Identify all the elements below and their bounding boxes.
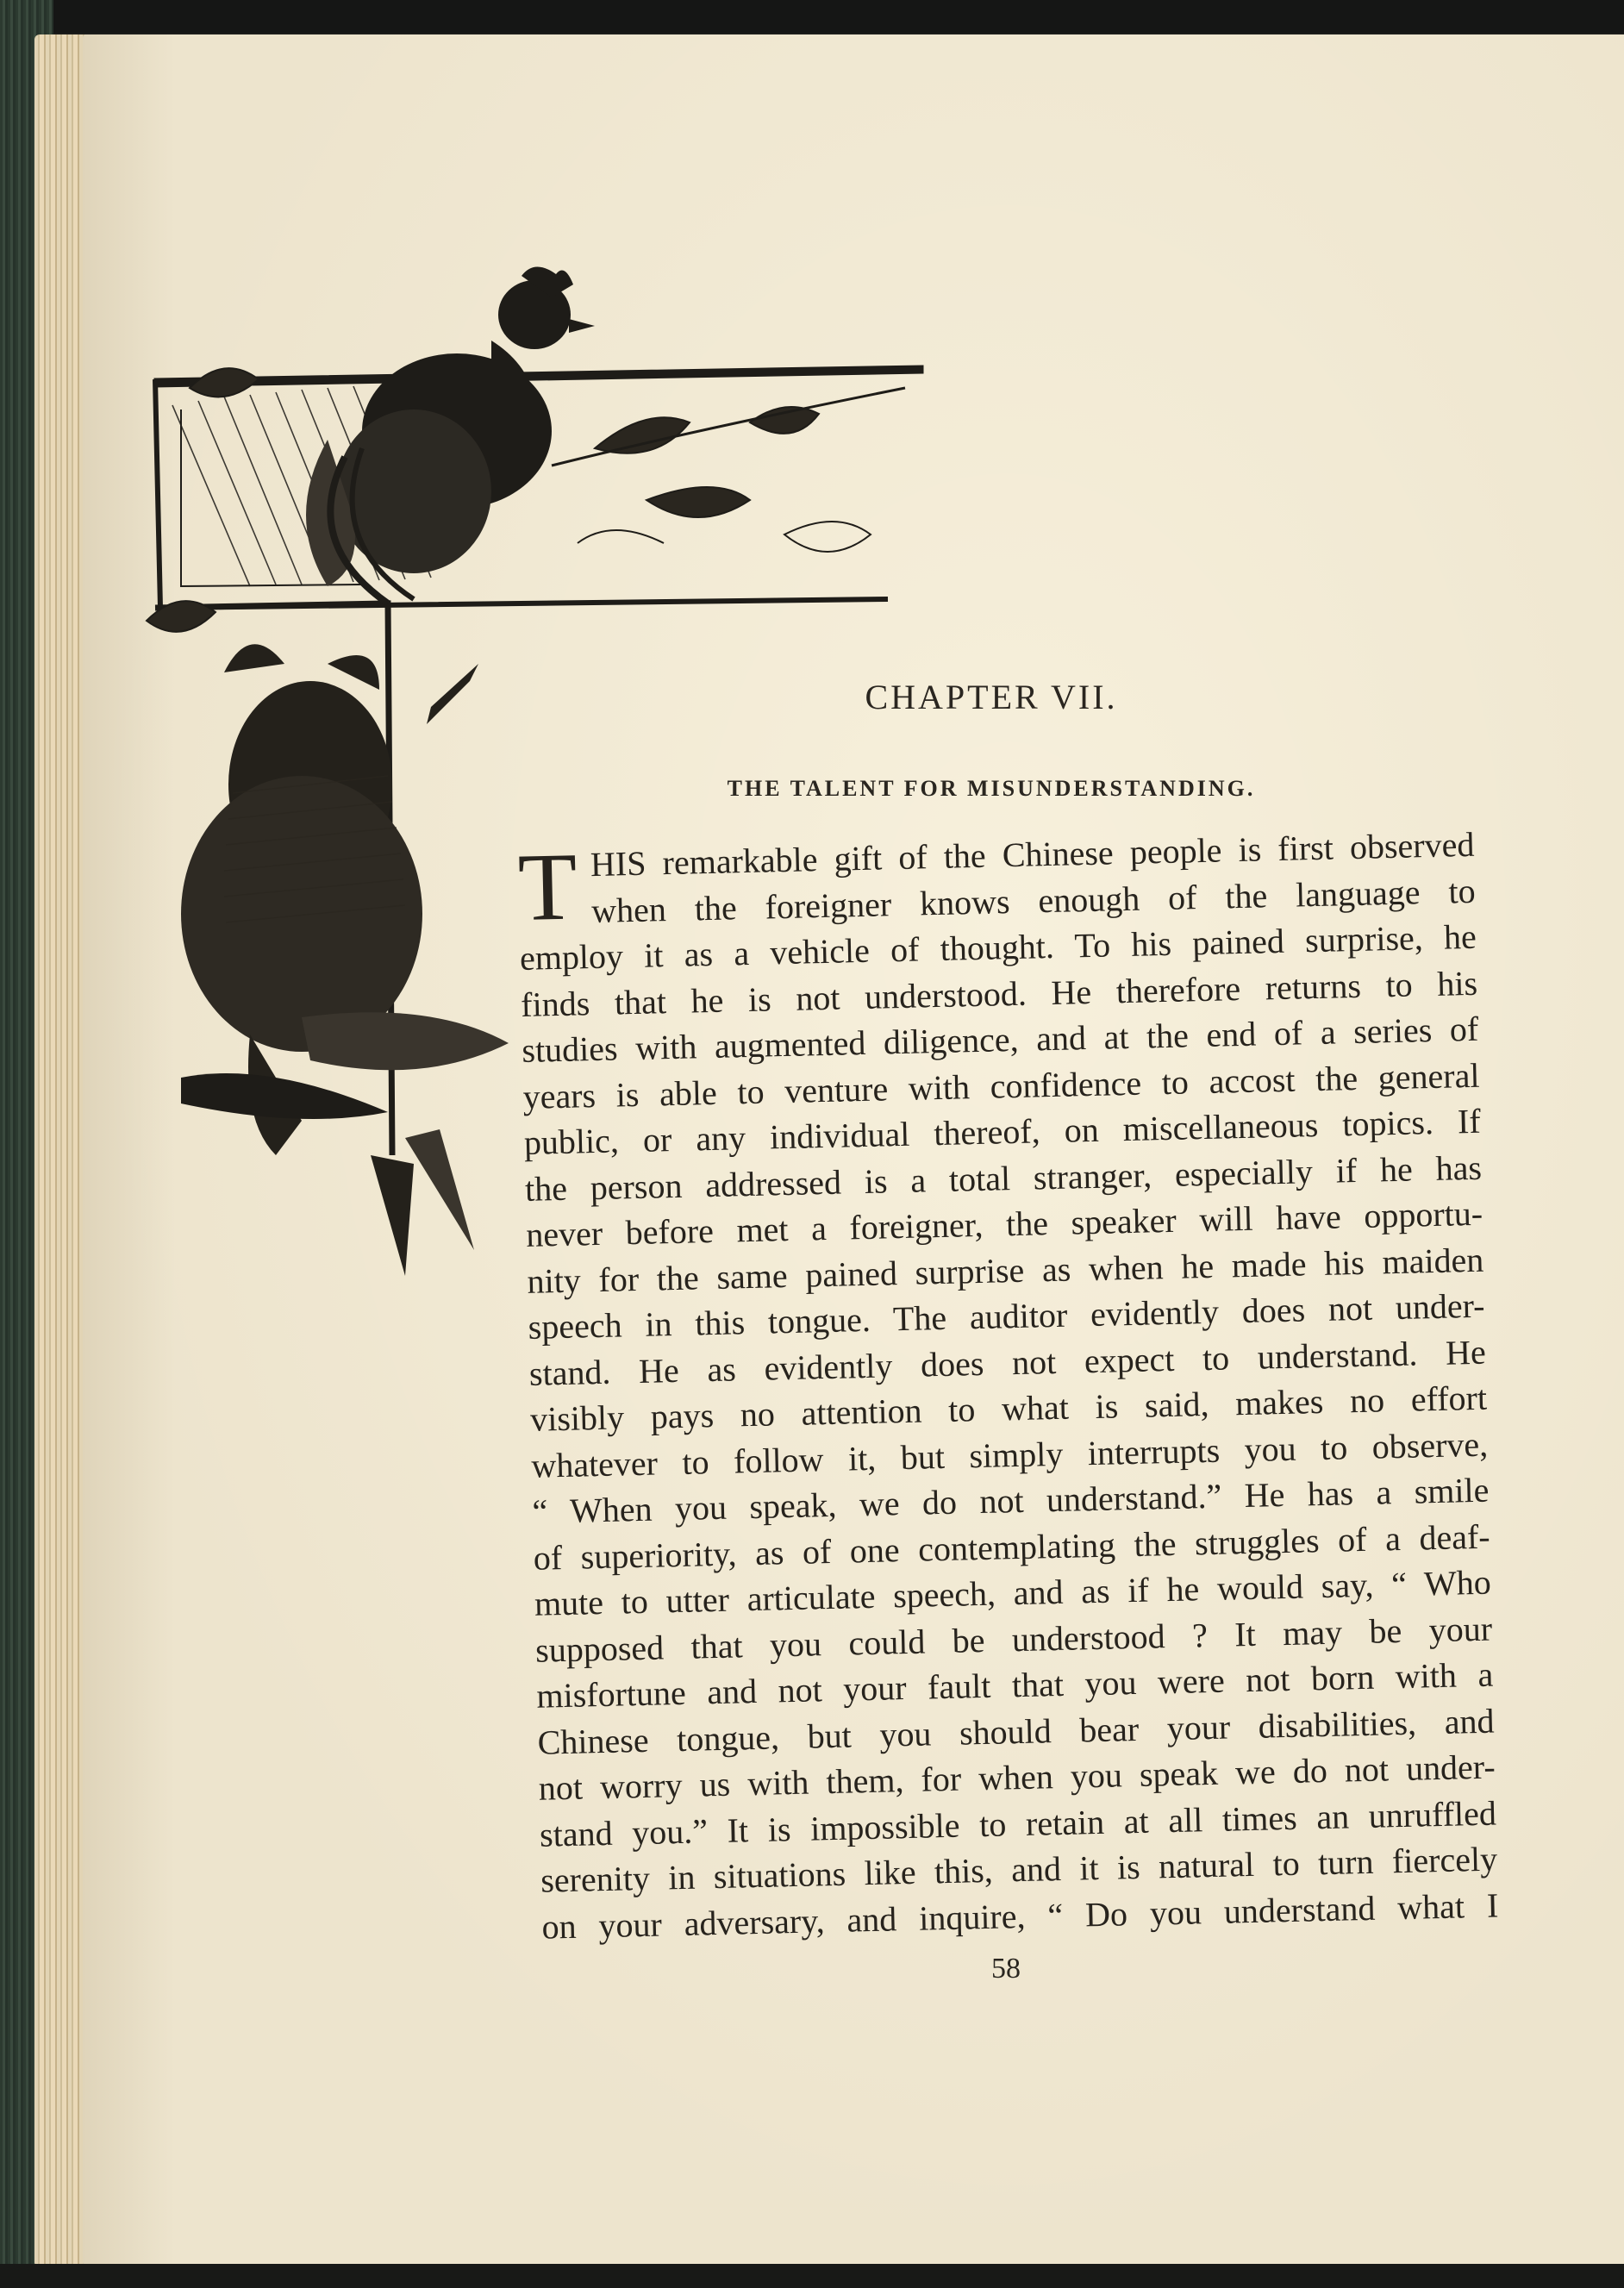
text-line: years is able to venture with confidence to accost the general: [522, 1055, 1480, 1116]
text-line: nity for the same pained surprise as when he made his maiden: [527, 1240, 1484, 1301]
drop-cap-letter: T: [516, 833, 578, 941]
text-line: misfortune and not your fault that you were not born with a: [535, 1654, 1494, 1716]
text-line: visibly pays no attention to what is said, makes no effort: [529, 1378, 1488, 1439]
rooster-illustration: [306, 266, 595, 603]
text-line: of superiority, as of one contemplating the struggles of a deaf-: [533, 1516, 1491, 1578]
text-line: speech in this tongue. The auditor evidently does not under-: [528, 1285, 1485, 1347]
text-line: the person addressed is a total stranger, especially if he has: [524, 1147, 1483, 1209]
text-line: HIS remarkable gift of the Chinese people is first observed: [590, 824, 1475, 885]
fox-illustration: [181, 644, 509, 1276]
text-line: employ it as a vehicle of thought. To his pained surprise, he: [519, 916, 1477, 978]
page-number: 58: [991, 1953, 1021, 1985]
text-line: studies with augmented diligence, and at the end of a series of: [521, 1009, 1479, 1070]
chapter-subtitle: THE TALENT FOR MISUNDERSTANDING.: [727, 776, 1256, 801]
book-cover-bottom-edge: [0, 2264, 1624, 2288]
text-line: whatever to follow it, but simply interrupts you to observe,: [530, 1424, 1489, 1485]
text-line: on your adversary, and inquire, “ Do you understand what I: [541, 1885, 1499, 1947]
text-line: “ When you speak, we do not understand.” He has a smile: [532, 1470, 1490, 1531]
text-line: mute to utter articulate speech, and as if he would say, “ Who: [534, 1562, 1492, 1623]
page-edges: [34, 34, 86, 2267]
text-line: stand. He as evidently does not expect to understand. He: [528, 1332, 1487, 1393]
text-line: public, or any individual thereof, on miscellaneous topics. If: [523, 1101, 1482, 1162]
book-cover-top-edge: [0, 0, 1624, 33]
chapter-title: CHAPTER VII.: [865, 678, 1118, 716]
text-line: never before met a foreigner, the speaker will have opportu-: [525, 1193, 1483, 1254]
text-line: serenity in situations like this, and it is natural to turn fiercely: [540, 1839, 1498, 1900]
text-line: finds that he is not understood. He therefore returns to his: [520, 963, 1478, 1024]
text-line: not worry us with them, for when you speak we do not under-: [538, 1747, 1496, 1808]
text-line: stand you.” It is impossible to retain at all times an unruffled: [539, 1793, 1497, 1854]
body-text: [517, 822, 1499, 1950]
text-line: when the foreigner knows enough of the language to: [590, 871, 1477, 930]
text-line: Chinese tongue, but you should bear your disabilities, and: [537, 1701, 1495, 1762]
text-line: supposed that you could be understood ? It may be your: [534, 1609, 1493, 1670]
